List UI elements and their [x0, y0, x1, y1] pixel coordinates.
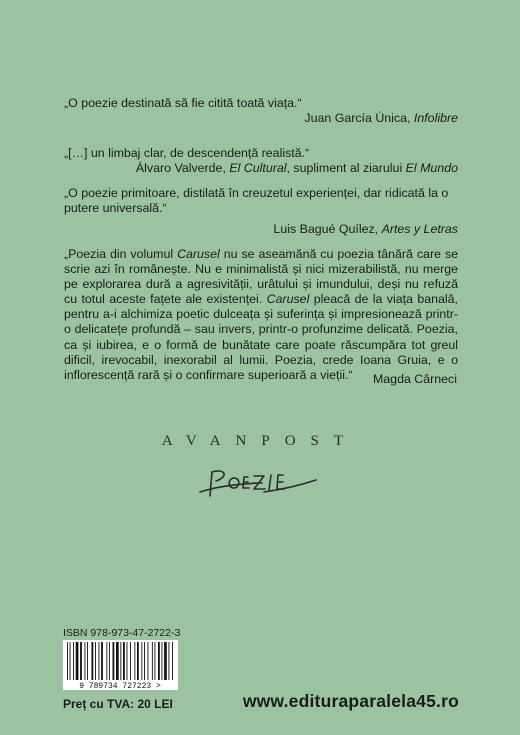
- barcode-bar: [70, 642, 71, 680]
- barcode-bar: [113, 642, 115, 680]
- barcode-bar: [127, 642, 128, 680]
- barcode-bar: [67, 642, 68, 680]
- barcode-bar: [144, 642, 145, 680]
- quote-1-attribution: [304, 111, 458, 126]
- barcode-bar: [134, 642, 135, 680]
- barcode-bar: [109, 642, 110, 680]
- poezie-script-logo: [198, 462, 328, 502]
- review-book-title-1: Carusel: [177, 247, 220, 261]
- barcode-bar: [76, 642, 79, 680]
- review-part-1: „Poezia din volumul: [64, 247, 178, 261]
- barcode-bar: [101, 642, 103, 680]
- review-paragraph: [64, 247, 458, 383]
- quote-3-source: Artes y Letras: [381, 222, 458, 236]
- quote-1-source: Infolibre: [413, 111, 458, 125]
- publisher-website[interactable]: www.edituraparalela45.ro: [242, 691, 459, 711]
- barcode-bar: [152, 642, 153, 680]
- barcode-bars: [63, 640, 178, 690]
- quote-1-text: „O poezie destinată să fie citită toată viața.“: [64, 96, 302, 110]
- barcode-bar: [169, 642, 170, 680]
- barcode-bar: [137, 642, 139, 680]
- barcode-bar: [164, 642, 167, 680]
- review-part-2: nu se aseamănă cu poezia tânără care se scrie azi în românește. Nu e minimalistă și nici mizerabilistă, nu merge pe explorarea dură a agresivității, urâtului și imundului, deși nu refuză cu totul aceste fațete ale existenței.: [64, 247, 458, 307]
- review-part-3: pleacă de la viața banală, pentru a-i alchimiza poetic dulceața și suferința și impresionează printr-o delicatețe profundă – sau invers, printr-o profunzime delicată. Poezia, ca și iubirea, e o formă de bunătate care poate răscumpăra tot greul dificil, irevocabil, inexorabil al lumii. Poezia, crede Ioana Gruia, e o inflorescență rară și o confirmare superioară a vieții.“: [64, 292, 458, 382]
- price-label: Preț cu TVA: 20 LEI: [63, 697, 173, 711]
- quote-3-attribution: [273, 222, 458, 237]
- barcode-bar: [85, 642, 86, 680]
- barcode-bar: [116, 642, 119, 680]
- quote-2-note: , supliment al ziarului: [286, 161, 406, 175]
- barcode-bar: [80, 642, 82, 680]
- barcode-bar: [172, 642, 173, 680]
- barcode-bar: [106, 642, 107, 680]
- barcode-bar: [87, 642, 88, 680]
- barcode-bar: [99, 642, 100, 680]
- quote-2-text: „[…] un limbaj clar, de descendență realistă.“: [64, 146, 310, 160]
- quote-2-author: Álvaro Valverde,: [135, 161, 230, 175]
- barcode-digits: 9 789734 727223 >: [79, 682, 161, 690]
- barcode-bar: [148, 642, 149, 680]
- quote-3-author: Luis Bagué Quílez,: [273, 222, 382, 236]
- quote-2-source-2: El Mundo: [405, 161, 458, 175]
- publisher-series-name: AVANPOST: [161, 433, 359, 449]
- barcode: [63, 640, 178, 690]
- barcode-bar: [162, 642, 163, 680]
- barcode-bar: [123, 642, 125, 680]
- barcode-bar: [130, 642, 131, 680]
- review-book-title-2: Carusel: [266, 292, 310, 307]
- barcode-bar: [155, 642, 156, 680]
- quote-1-author: Juan García Única,: [304, 111, 414, 125]
- barcode-bar: [95, 642, 96, 680]
- barcode-bar: [92, 642, 94, 680]
- barcode-bar: [120, 642, 121, 680]
- quote-2-attribution: [136, 161, 458, 176]
- barcode-bar: [73, 642, 74, 680]
- barcode-bar: [141, 642, 142, 680]
- quote-2-source: El Cultural: [229, 161, 287, 175]
- quote-3-text: „O poezie primitoare, distilată în creuzetul experienței, dar ridicată la o putere universală.“: [64, 186, 449, 215]
- barcode-bar: [158, 642, 160, 680]
- isbn-label: ISBN 978-973-47-2722-3: [63, 627, 181, 639]
- review-signature: Magda Cârneci: [372, 372, 457, 386]
